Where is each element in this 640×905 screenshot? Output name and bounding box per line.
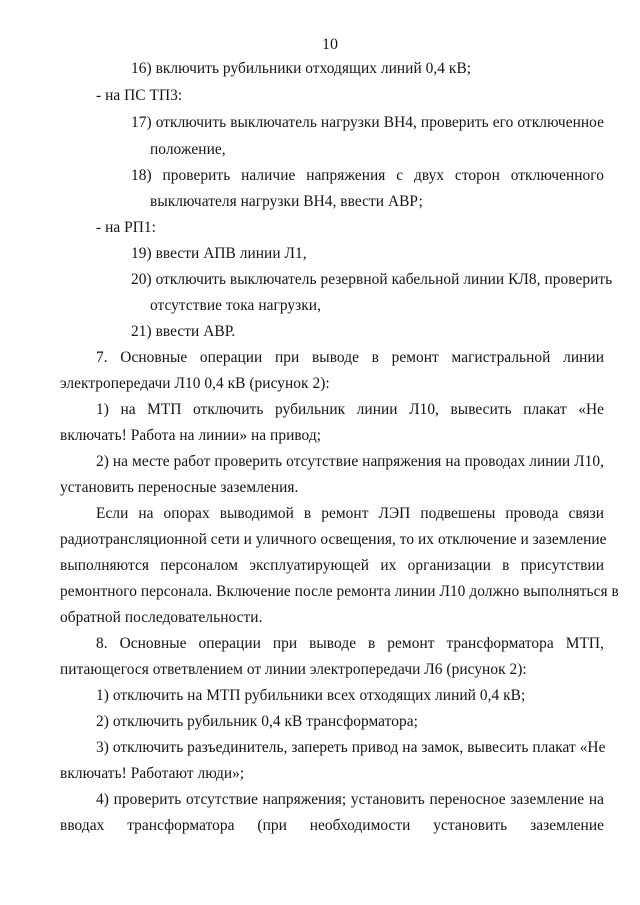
text-line: питающегося ответвлением от линии электропередачи Л6 (рисунок 2):: [60, 661, 527, 678]
text-line: включать! Работа на линии» на привод;: [60, 427, 322, 444]
text-line: 2) на месте работ проверить отсутствие напряжения на проводах линии Л10,: [96, 453, 604, 470]
text-line: 20) отключить выключатель резервной кабельной линии КЛ8, проверить: [131, 271, 613, 288]
text-line: 8. Основные операции при выводе в ремонт трансформатора МТП,: [96, 635, 604, 652]
text-line: включать! Работают люди»;: [60, 765, 245, 782]
text-line: выполняются персоналом эксплуатирующей их организации в присутствии: [60, 557, 604, 574]
text-line: 4) проверить отсутствие напряжения; установить переносное заземление на: [96, 791, 604, 808]
text-line: обратной последовательности.: [60, 609, 263, 626]
text-line: 21) ввести АВР.: [131, 323, 236, 340]
text-line: отсутствие тока нагрузки,: [150, 297, 321, 314]
page-number: 10: [322, 36, 339, 53]
text-line: 1) на МТП отключить рубильник линии Л10, вывесить плакат «Не: [96, 401, 604, 418]
text-line: ремонтного персонала. Включение после ремонта линии Л10 должно выполняться в: [60, 583, 619, 600]
text-line: радиотрансляционной сети и уличного освещения, то их отключение и заземление: [60, 531, 607, 548]
text-line: положение,: [150, 141, 226, 158]
text-line: 2) отключить рубильник 0,4 кВ трансформатора;: [96, 713, 418, 730]
text-line: вводах трансформатора (при необходимости установить заземление: [60, 817, 604, 834]
text-line: электропередачи Л10 0,4 кВ (рисунок 2):: [60, 375, 330, 392]
text-line: 18) проверить наличие напряжения с двух сторон отключенного: [131, 167, 604, 184]
text-line: 16) включить рубильники отходящих линий 0,4 кВ;: [131, 60, 472, 77]
text-line: 19) ввести АПВ линии Л1,: [131, 245, 307, 262]
text-line: - на ПС ТП3:: [96, 87, 183, 104]
text-line: 1) отключить на МТП рубильники всех отходящих линий 0,4 кВ;: [96, 687, 526, 704]
text-line: - на РП1:: [96, 219, 156, 236]
text-line: 17) отключить выключатель нагрузки ВН4, проверить его отключенное: [131, 114, 604, 131]
text-line: Если на опорах выводимой в ремонт ЛЭП подвешены провода связи: [96, 505, 604, 522]
text-line: 3) отключить разъединитель, запереть привод на замок, вывесить плакат «Не: [96, 739, 606, 756]
text-line: выключателя нагрузки ВН4, ввести АВР;: [150, 193, 423, 210]
text-line: 7. Основные операции при выводе в ремонт магистральной линии: [96, 349, 604, 366]
text-line: установить переносные заземления.: [60, 479, 299, 496]
